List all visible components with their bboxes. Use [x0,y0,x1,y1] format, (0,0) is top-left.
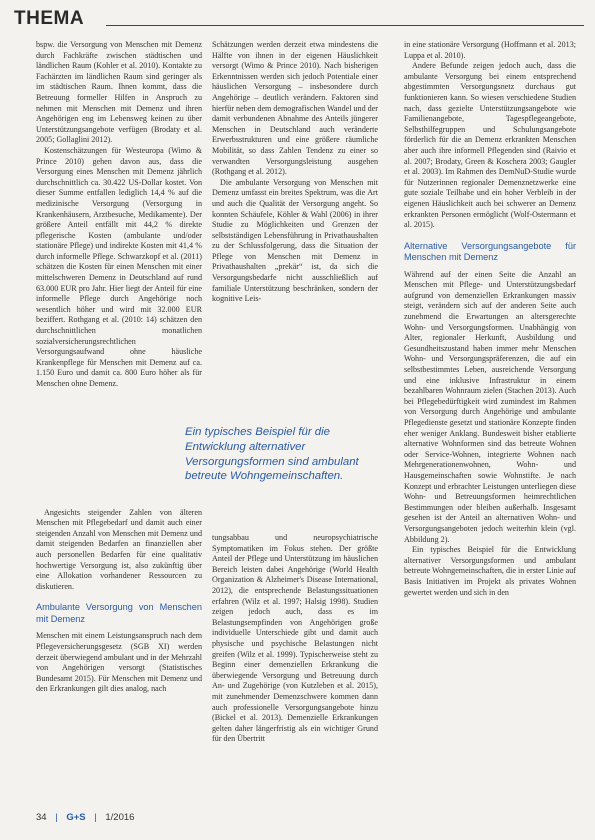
text-column-2-continued [212,533,378,745]
paragraph: Die ambulante Versorgung von Menschen mit Demenz umfasst ein breites Spektrum, was die Art und auch die Qualität der Versorgung angeht. So konnten Schäufele, Köhler & Wahl (2006) in ihrer Studie zu Möglichkeiten und Grenzen der selbstständigen Lebensführung in Privathaushalten zu der Schlussfolgerung, dass die Situation der Pflege von Menschen mit Demenz in Privathaushalten „prekär“ ist, da sich die Versorgungsbedarfe nicht ausschließlich auf familiale Unterstützung beschränken, sondern der kognitive Leis- [212,177,378,304]
pull-quote: Ein typisches Beispiel für die Entwicklung alternativer Versorgungsformen sind ambulant betreute Wohngemeinschaften. [185,426,359,483]
journal-brand: G+S [66,812,86,823]
paragraph: Angesichts steigender Zahlen von älteren Menschen mit Pflegebedarf und damit auch einer steigenden Anzahl von Menschen mit Demenz und damit steigenden Bedarfen an finanziellen aber auch personellen Bedarfen für eine qualitativ hochwertige Versorgung ist, also zukünftig über eine Allokation vorhandener Ressourcen zu diskutieren. [36,507,202,591]
paragraph: Ein typisches Beispiel für die Entwicklung alternativer Versorgungsformen und ambulant betreute Wohngemeinschaften, die in erster Linie auf Basis Initiativen im Projekt als privates Wohnen gewertet werden und sich in den [404,545,576,597]
subheading: Ambulante Versorgung von Menschen mit Demenz [36,602,202,624]
section-title: THEMA [14,8,85,29]
text-column-1 [36,40,202,695]
page-footer [36,812,134,823]
text-column-2 [212,40,378,305]
header-rule [106,25,584,26]
paragraph: Andere Befunde zeigen jedoch auch, dass die ambulante Versorgung bei einem entsprechend abgestimmten Versorgungsnetz durchaus gut funktionieren kann. So wiesen verschiedene Studien nach, dass gezielte Unterstützungsangebote wie Familienangebote, Tagespflegeangebote, Selbsthilfegruppen und Schulungsangebote förderlich für die an Demenz erkrankten Menschen aber auch ihre informell Pflegenden sind (Raivio et al. 2007; Brodaty, Green & Koschera 2003; Gaugler et al. 2003). Im Rahmen des DemNuD-Studie wurde für Nutzerinnen regionaler Demenznetzwerke eine gute soziale Teilhabe und ein hoher Verbleib in der eigenen Häuslichkeit auch bei schwerer an Demenz erkrankten Personen ermöglicht (Wolf-Ostermann et al. 2015). [404,61,576,230]
page-number: 34 [36,812,47,823]
text-column-3 [404,40,576,598]
paragraph: in eine stationäre Versorgung (Hoffmann et al. 2013; Luppa et al. 2010). [404,40,576,60]
paragraph: Während auf der einen Seite die Anzahl an Menschen mit Pflege- und Unterstützungsbedarf aufgrund von demenziellen Erkrankungen massiv steigt, verändern sich auf der anderen Seite auch zunehmend die Erwartungen an altersgerechte Wohn- und Versorgungsformen. Unabhängig von Alter, regionaler Herkunft, Ausbildung und Gesundheitszustand haben immer mehr Menschen Wohn- und Versorgungspräferenzen, die auf ein selbstbestimmtes Leben, ausreichende Versorgung und eine inklusive Infrastruktur in einem bezahlbaren Wohnraum zielen (Stachen 2013). Auch bei Pflegebedürftigkeit wird zumindest im Rahmen von Versorgung durch Angehörige und ambulante Pflegedienste gesetzt und stationäre Konzepte finden eher weniger Anklang. Bundesweit bisher etablierte alternative Wohnformen sind das betreute Wohnen oder Service-Wohnen, integrierte Wohnen nach Mehrgenerationenwohnen, Wohn- und Hausgemeinschaften sowie Wohnstifte. Je nach Konzept und erbrachter Leistungen unterliegen diese Wohn- und Betreuungsformen heimrechtlichen Bestimmungen oder bleiben außerhalb. Insgesamt gesehen ist der Anteil an alternativen Wohn- und Versorgungsangeboten jedoch weiterhin klein (vgl. Abbildung 2). [404,269,576,544]
paragraph: Menschen mit einem Leistungsanspruch nach dem Pflegeversicherungsgesetz (SGB XI) werden derzeit überwiegend ambulant und in der Mehrzahl von Angehörigen versorgt (Statistisches Bundesamt 2015). Für Menschen mit Demenz und den Erkrankungen gilt dies analog, nach [36,631,202,694]
footer-separator: | [55,812,58,823]
paragraph: tungsabbau und neuropsychiatrische Symptomatiken im Fokus stehen. Der größte Anteil der Pflege und Unterstützung im häuslichen Bereich leisten dabei Angehörige (World Health Organization & Alzheimer's Disease International, 2012), die entsprechende Belastungssituationen erfahren (Wilz et al. 1997; Halsig 1998). Studien zeigen jedoch auch, dass es im Belastungsempfinden von Angehörigen große individuelle Unterschiede gibt und damit auch physische und psychische Belastungen nicht greifen (Wilz et al. 1999). Typischerweise steht zu Beginn einer demenziellen Erkrankung die überwiegende Versorgung und Betreuung durch An- und Zugehörige (von Kutzleben et al. 2015), mit zunehmender Demenzschwere kommen dann auch professionelle Versorgungsangebote hinzu (Bickel et al. 2013). Demenzielle Erkrankungen gelten daher längerfristig als ein wichtiger Grund für den Übertritt [212,533,378,744]
paragraph: bspw. die Versorgung von Menschen mit Demenz durch Fachkräfte zwischen städtischen und ländlichen Raum (Kohler et al. 2010). Kontakte zu Fachärzten im ländlichen Raum sind geringer als im städtischen Raum. Ihnen kommt, dass die Betreuung formeller Hilfen in Anspruch zu nehmen mit Menschen mit Demenz und ihren Angehörigen eng im Lebensweg keinen zu über Unterstützungsangebote verfügen (Brodaty et al. 2005; Gollaglini 2012). [36,40,202,145]
footer-separator: | [94,812,97,823]
page-header [14,8,584,34]
subheading: Alternative Versorgungsangebote für Menschen mit Demenz [404,240,576,263]
issue-number: 1/2016 [105,812,135,823]
callout-space [36,390,202,508]
paragraph: Kostenschätzungen für Westeuropa (Wimo & Prince 2010) gehen davon aus, dass die Versorgung eines Menschen mit Demenz jährlich durchschnittlich ca. 30.422 US-Dollar kostet. Von dieser Summe entfallen lediglich 14,4 % auf die medizinische Versorgung (Versorgung in Krankenhäusern, Arztbesuche, Medikamente). Der größere Anteil entfällt mit 44,2 % direkte pflegerische Kosten (ambulante und/oder stationäre Pflege) und indirekte Kosten mit 41,4 % durch informelle Pflege. Schwarzkopf et al. (2011) schätzen die Kosten für einen Menschen mit einer mittelschweren Demenz in Deutschland auf rund 63.000 EUR pro Jahr. Hier liegt der Anteil für eine informelle Pflege durch Angehörige noch wesentlich höher und wird mit 32.000 EUR beziffert. Rothgang et al. (2010: 14) schätzen den durchschnittlichen monatlichen sozialversicherungsrechtlichen Versorgungsaufwand ohne häusliche Krankenpflege für Menschen mit Demenz auf ca. 1.150 Euro und damit ca. 800 Euro höher als für Menschen ohne Demenz. [36,145,202,388]
paragraph: Schätzungen werden derzeit etwa mindestens die Hälfte von ihnen in der eigenen Häuslichkeit versorgt (Wimo & Prince 2010). Nach bisherigen Erkenntnissen werden sich jedoch Potentiale einer häuslichen Versorgung – insbesondere durch Angehörige – deutlich verändern. Faktoren sind hierfür neben dem demografischen Wandel und der damit verbundenen Abnahme des Anteils jüngerer Menschen in Deutschland auch veränderte Erwerbsstrukturen und eine größere räumliche Mobilität, so dass Zahlen Tendenz zu einer so verwandten Versorgungsleistung ausgehen (Rothgang et al. 2012). [212,40,378,177]
